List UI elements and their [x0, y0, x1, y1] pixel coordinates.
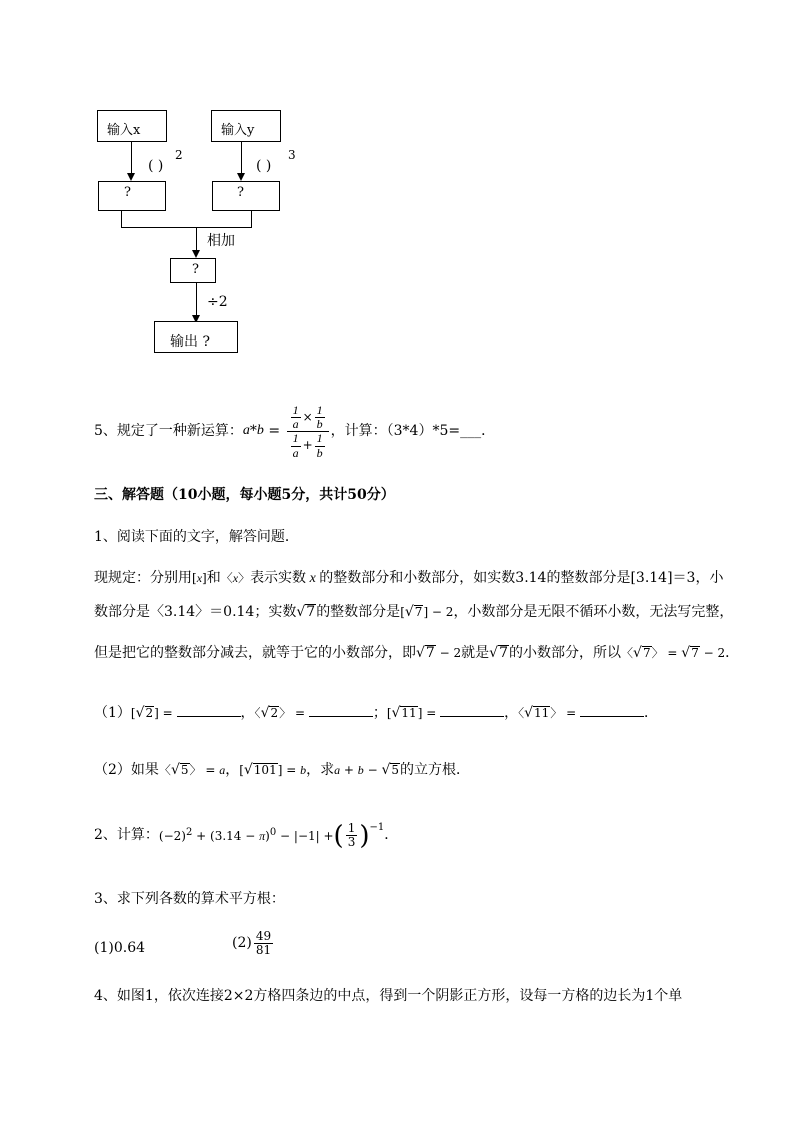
join-left: [121, 211, 122, 227]
arrow-x-down: [127, 173, 135, 181]
square-result-label: ?: [124, 185, 131, 200]
join-right: [251, 211, 252, 227]
p1-line3: 但是把它的整数部分减去，就等于它的小数部分，即√7 − 2就是√7的小数部分，所以〈√7〉 = √7 − 2．: [94, 645, 740, 661]
connector-y-down: [241, 142, 242, 175]
arrow-y-down: [237, 173, 245, 181]
cube-exponent: 3: [288, 148, 296, 162]
input-x-label: 输入x: [107, 123, 141, 138]
square-op: ( ): [148, 158, 164, 174]
p4-text: 4、如图1，依次连接2×2方格四条边的中点，得到一个阴影正方形，设每一方格的边长为1个单: [94, 988, 683, 1004]
div-label: ÷2: [207, 294, 228, 310]
q5-prefix: 5、规定了一种新运算：: [94, 423, 243, 440]
q5-line: 5、规定了一种新运算： a * b = $\frac{1}{a}$ × $\frac{1}{b}$ $\frac{1}{a}$ + $\frac{1}{b}$ ，计算：（3*4）*5=___．: [94, 403, 496, 460]
input-y-label: 输入y: [221, 123, 255, 138]
output-label: 输出 ?: [170, 334, 210, 350]
div-connector: [196, 283, 197, 319]
p1-line2: 数部分是〈3.14〉＝0.14；实数√7的整数部分是[√7] − 2，小数部分是无限不循环小数，无法写完整，: [94, 604, 734, 620]
join-horizontal: [121, 227, 252, 228]
p2-line: 2、计算： $(-2)^2 + (3.14 - \pi)^0 - |-1|$ + ( $\frac{1}{3}$ ) $^{-1}$ ．: [94, 820, 399, 851]
arrow-sum-down: [192, 250, 200, 258]
add-label: 相加: [207, 233, 235, 249]
q5-big-fraction: $\frac{1}{a}$ × $\frac{1}{b}$ $\frac{1}{a}$ + $\frac{1}{b}$: [287, 404, 329, 460]
p3-item1: (1)0.64: [94, 940, 146, 956]
sum-label: ?: [192, 262, 199, 277]
p3-title: 3、求下列各数的算术平方根：: [94, 891, 285, 907]
blank-1[interactable]: [177, 704, 241, 717]
p1-line1: 现规定：分别用[x]和〈x〉表示实数 x 的整数部分和小数部分，如实数3.14的整数部分是[3.14]＝3，小: [94, 570, 724, 586]
square-exponent: 2: [175, 148, 183, 162]
square-result-box: [98, 181, 166, 211]
q5-formula-lhs: a: [242, 423, 250, 439]
q5-suffix: ，计算：（3*4）*5=___．: [330, 423, 496, 440]
p1-intro: 1、阅读下面的文字，解答问题．: [94, 529, 299, 545]
p1-sub1: （1）[√2] = ，〈√2〉 = ；[√11] = ，〈√11〉 = ．: [94, 705, 658, 721]
p3-item2: (2) $\frac{49}{81}$: [232, 929, 272, 958]
cube-result-label: ?: [237, 185, 244, 200]
blank-2[interactable]: [309, 704, 373, 717]
cube-op: ( ): [256, 158, 272, 174]
cube-result-box: [212, 181, 280, 211]
blank-4[interactable]: [580, 704, 644, 717]
connector-x-down: [131, 142, 132, 175]
section3-heading: 三、解答题（10小题，每小题5分，共计50分）: [94, 487, 395, 503]
p1-sub2: （2）如果〈√5〉 = a，[√101] = b，求a + b − √5的立方根．: [94, 762, 471, 778]
blank-3[interactable]: [440, 704, 504, 717]
